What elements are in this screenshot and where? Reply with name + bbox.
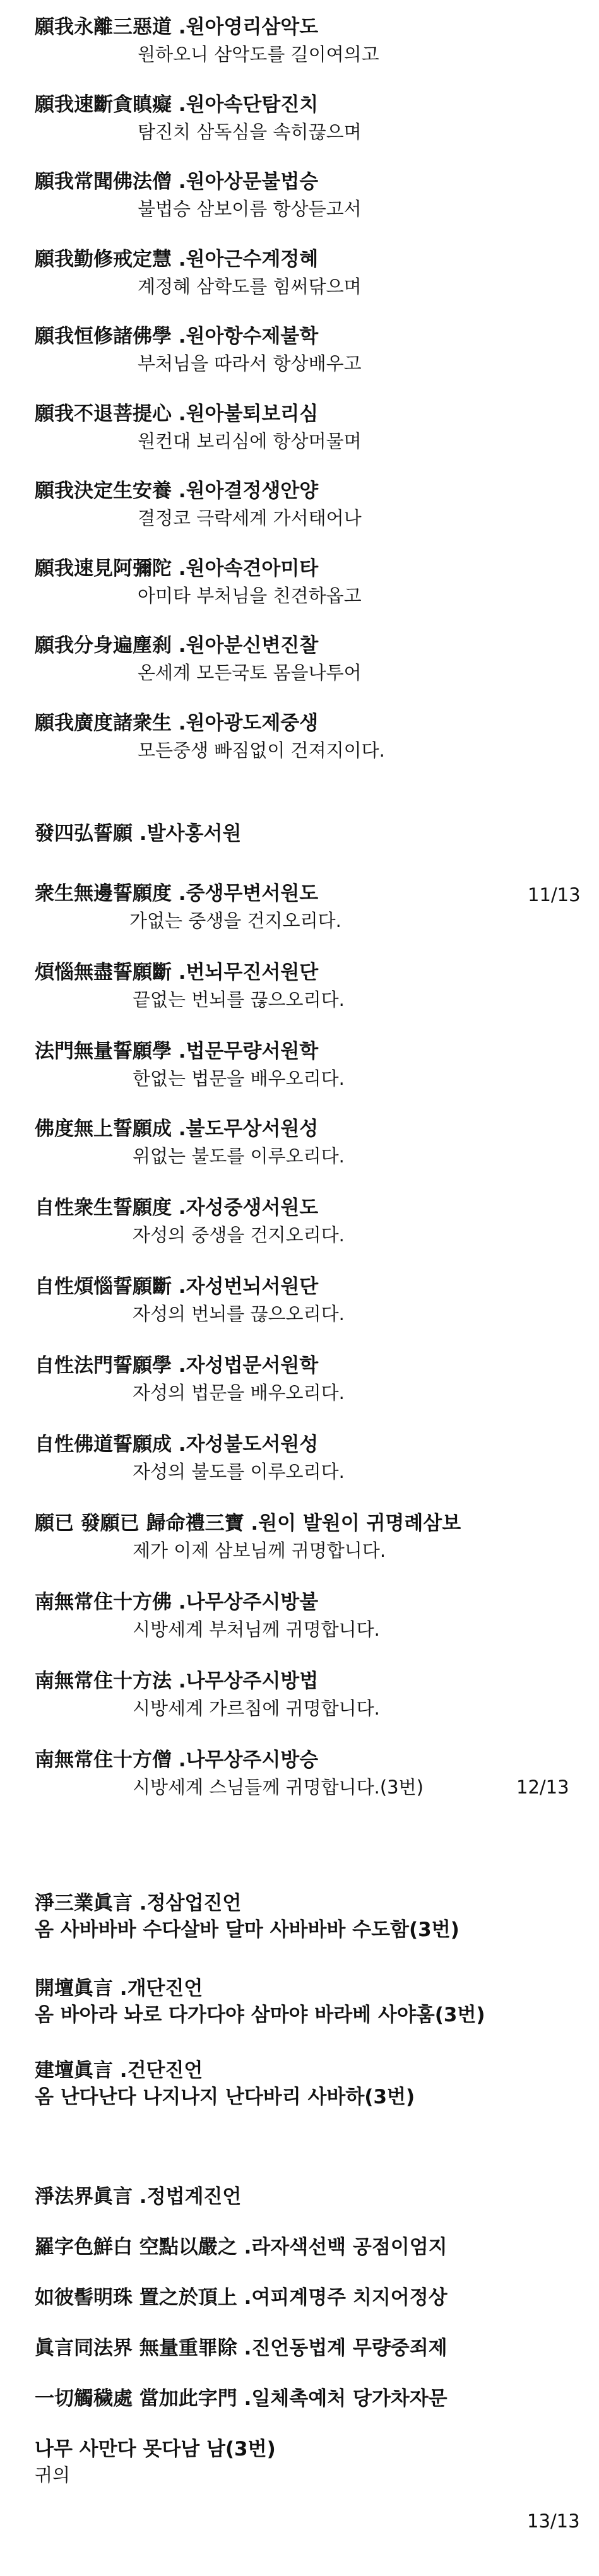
page-number: 12/13 xyxy=(516,1776,569,1798)
vow-title: 法門無量誓願學 .법문무량서원학 xyxy=(35,1040,319,1063)
four-vow-7 xyxy=(35,1352,590,1405)
vow-title: 自性佛道誓願成 .자성불도서원성 xyxy=(35,1433,319,1456)
vow-title: 願已 發願已 歸命禮三寶 .원이 발원이 귀명례삼보 xyxy=(35,1512,461,1535)
vow-title: 願我分身遍塵刹 .원아분신변진찰 xyxy=(35,634,319,657)
vow-title: 自性衆生誓願度 .자성중생서원도 xyxy=(35,1196,319,1219)
mantra-title: 建壇眞言 .건단진언 xyxy=(35,2059,203,2082)
vow-translation: 시방세계 부처님께 귀명합니다. xyxy=(133,1619,380,1640)
vow-translation: 끝없는 번뇌를 끊으오리다. xyxy=(133,989,345,1010)
vow-1 xyxy=(35,14,590,67)
vow-title: 南無常住十方佛 .나무상주시방불 xyxy=(35,1591,319,1614)
vow-title: 南無常住十方僧 .나무상주시방승 xyxy=(35,1749,319,1771)
vow-title: 願我勤修戒定慧 .원아근수계정혜 xyxy=(35,248,319,271)
vow-3 xyxy=(35,168,590,222)
four-vow-6 xyxy=(35,1273,590,1326)
vow-8 xyxy=(35,555,590,608)
vow-translation: 아미타 부처님을 친견하옵고 xyxy=(138,585,362,606)
vow-title: 南無常住十方法 .나무상주시방법 xyxy=(35,1670,319,1693)
closing-mantra xyxy=(35,2436,590,2488)
refuge-buddha xyxy=(35,1589,590,1642)
closing-note: 귀의 xyxy=(35,2464,71,2486)
vow-9 xyxy=(35,632,590,685)
vow-title: 衆生無邊誓願度 .중생무변서원도 xyxy=(35,882,319,905)
four-vow-5 xyxy=(35,1195,590,1248)
vow-translation: 제가 이제 삼보님께 귀명합니다. xyxy=(133,1540,386,1561)
mantra-title: 淨三業眞言 .정삼업진언 xyxy=(35,1892,242,1915)
vow-translation: 자성의 법문을 배우오리다. xyxy=(133,1382,345,1403)
vow-title: 自性煩惱誓願斷 .자성번뇌서원단 xyxy=(35,1275,319,1298)
vow-title: 願我永離三惡道 .원아영리삼악도 xyxy=(35,16,319,38)
vow-translation: 한없는 법문을 배우오리다. xyxy=(133,1068,345,1089)
verse-line: 羅字色鮮白 空點以嚴之 .라자색선백 공점이엄지 xyxy=(35,2236,448,2259)
vow-translation: 자성의 불도를 이루오리다. xyxy=(133,1461,345,1482)
closing-line: 나무 사만다 못다남 남(3번) xyxy=(35,2438,276,2461)
mantra-purify-karma xyxy=(35,1890,590,1943)
vow-translation: 위없는 불도를 이루오리다. xyxy=(133,1145,345,1167)
vow-4 xyxy=(35,246,590,299)
vow-translation: 부처님을 따라서 항상배우고 xyxy=(138,353,362,374)
vow-translation: 불법승 삼보이름 항상듣고서 xyxy=(138,198,362,220)
vow-7 xyxy=(35,478,590,531)
section-heading: 淨法界眞言 .정법계진언 xyxy=(35,2185,242,2208)
verse-line: 眞言同法界 無量重罪除 .진언동법계 무량중죄제 xyxy=(35,2337,448,2360)
vow-translation: 탐진치 삼독심을 속히끊으며 xyxy=(138,121,362,143)
vow-title: 願我廣度諸衆生 .원아광도제중생 xyxy=(35,712,319,735)
vow-translation: 계정혜 삼학도를 힘써닦으며 xyxy=(138,276,362,297)
vow-title: 願我不退菩提心 .원아불퇴보리심 xyxy=(35,403,319,425)
vow-translation: 가없는 중생을 건지오리다. xyxy=(129,910,341,931)
vow-title: 佛度無上誓願成 .불도무상서원성 xyxy=(35,1118,319,1140)
refuge-dharma xyxy=(35,1668,590,1721)
mantra-title: 開壇眞言 .개단진언 xyxy=(35,1977,203,2000)
vow-title: 願我恒修諸佛學 .원아항수제불학 xyxy=(35,325,319,348)
four-vow-8 xyxy=(35,1431,590,1484)
vow-translation: 자성의 중생을 건지오리다. xyxy=(133,1224,345,1246)
vow-2 xyxy=(35,92,590,145)
vow-title: 煩惱無盡誓願斷 .번뇌무진서원단 xyxy=(35,961,319,984)
vow-translation: 시방세계 스님들께 귀명합니다.(3번) xyxy=(133,1776,424,1798)
vow-5 xyxy=(35,323,590,376)
mantra-build-altar xyxy=(35,2057,590,2110)
vow-6 xyxy=(35,401,590,454)
four-vow-4 xyxy=(35,1116,590,1169)
four-vow-3 xyxy=(35,1038,590,1091)
vow-translation: 자성의 번뇌를 끊으오리다. xyxy=(133,1303,345,1325)
vow-10 xyxy=(35,710,590,763)
page-number: 13/13 xyxy=(527,2510,580,2532)
mantra-open-altar xyxy=(35,1975,590,2028)
refuge-vow xyxy=(35,1510,590,1563)
mantra-body: 옴 바아라 놔로 다가다야 삼마야 바라베 사야훔(3번) xyxy=(35,2004,485,2026)
vow-translation: 원컨대 보리심에 항상머물며 xyxy=(138,430,362,452)
verse-line: 一切觸穢處 當加此字門 .일체촉예처 당가차자문 xyxy=(35,2387,448,2410)
vow-title: 願我常聞佛法僧 .원아상문불법승 xyxy=(35,170,319,193)
vow-title: 自性法門誓願學 .자성법문서원학 xyxy=(35,1354,319,1377)
refuge-sangha xyxy=(35,1747,590,1800)
page-number: 11/13 xyxy=(528,884,581,906)
vow-translation: 시방세계 가르침에 귀명합니다. xyxy=(133,1698,380,1719)
vow-translation: 모든중생 빠짐없이 건져지이다. xyxy=(138,740,385,761)
four-vow-2 xyxy=(35,959,590,1012)
vow-translation: 온세계 모든국토 몸을나투어 xyxy=(138,662,362,683)
mantra-body: 옴 난다난다 나지나지 난다바리 사바하(3번) xyxy=(35,2086,415,2108)
vow-translation: 결정코 극락세계 가서태어나 xyxy=(138,507,362,529)
four-vow-1 xyxy=(35,880,590,933)
verse-line: 如彼髻明珠 置之於頂上 .여피계명주 치지어정상 xyxy=(35,2286,448,2309)
mantra-body: 옴 사바바바 수다살바 달마 사바바바 수도함(3번) xyxy=(35,1918,460,1941)
section-heading: 發四弘誓願 .발사홍서원 xyxy=(35,822,242,845)
vow-title: 願我決定生安養 .원아결정생안양 xyxy=(35,480,319,502)
vow-translation: 원하오니 삼악도를 길이여의고 xyxy=(138,44,379,65)
vow-title: 願我速見阿彌陀 .원아속견아미타 xyxy=(35,557,319,580)
vow-title: 願我速斷貪瞋癡 .원아속단탐진치 xyxy=(35,93,319,116)
